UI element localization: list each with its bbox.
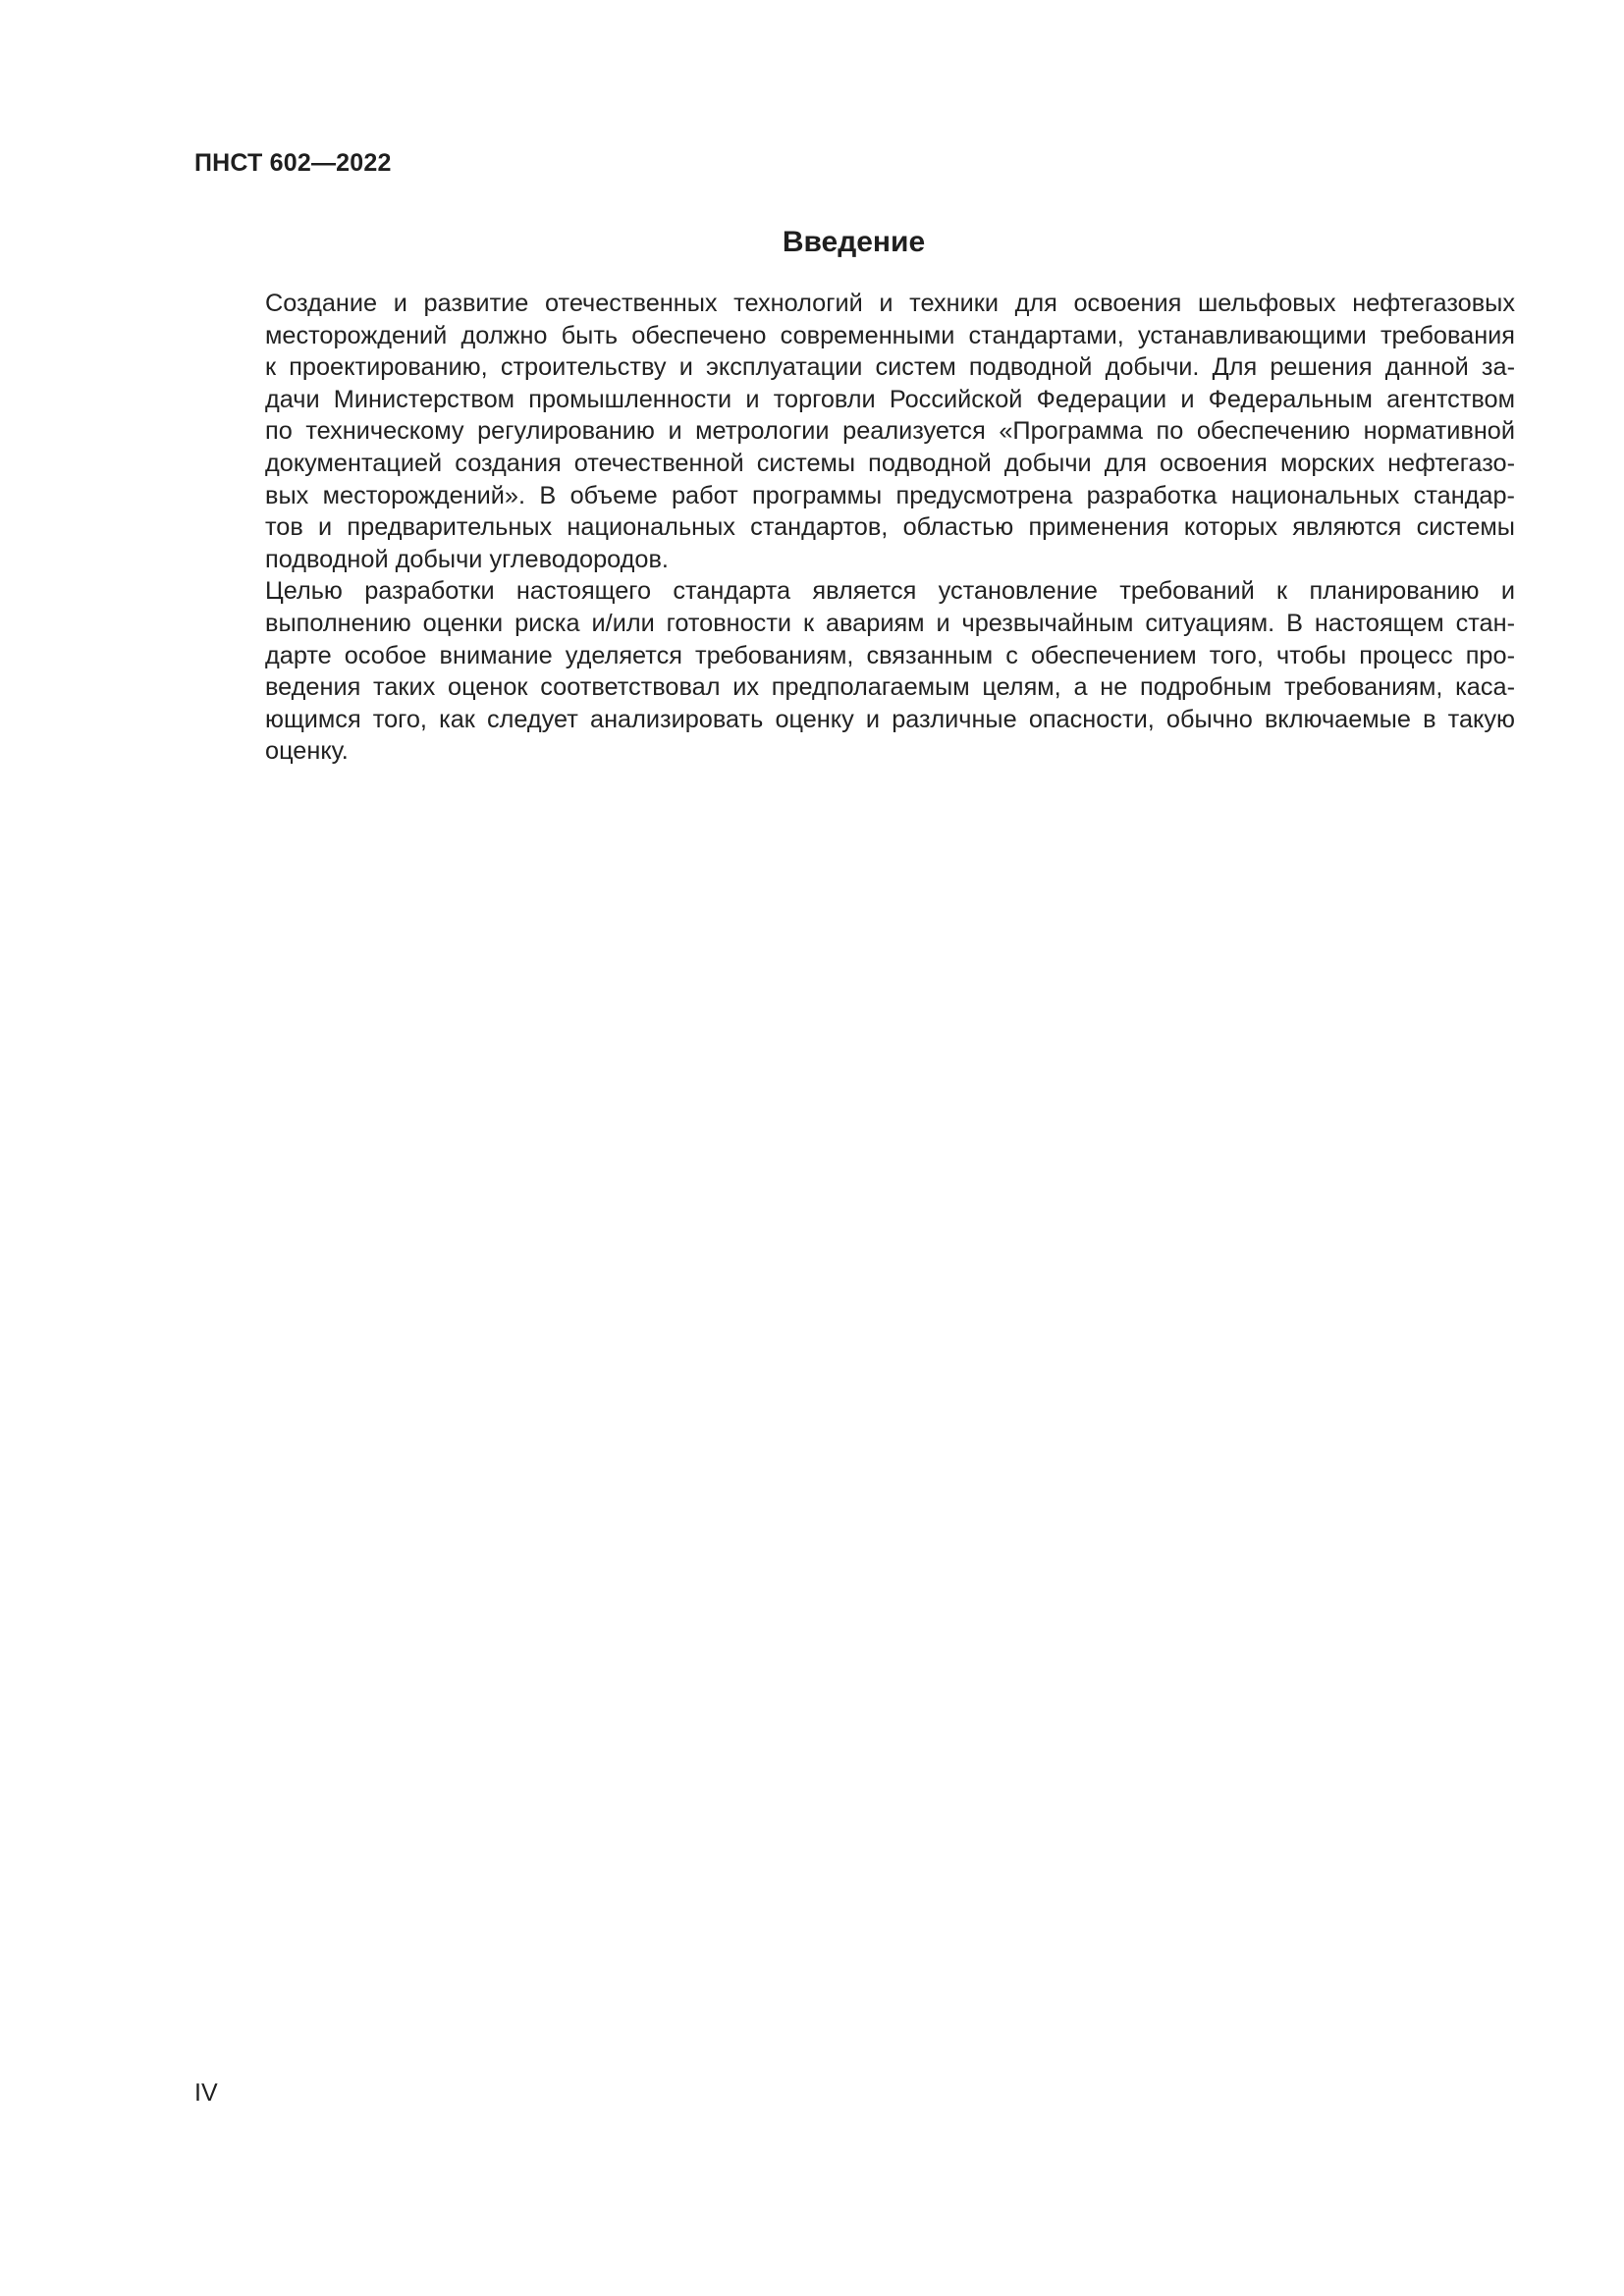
text-line: дачи Министерством промышленности и торговли Российской Федерации и Федеральным агентством xyxy=(265,385,1515,413)
page-number: IV xyxy=(194,2079,218,2107)
text-line: ведения таких оценок соответствовал их предполагаемым целям, а не подробным требованиям, каса- xyxy=(265,673,1515,702)
text-line: вых месторождений». В объеме работ программы предусмотрена разработка национальных стандар- xyxy=(265,481,1515,509)
text-line: тов и предварительных национальных стандартов, областью применения которых являются системы xyxy=(265,513,1515,542)
text-line: оценку. xyxy=(265,737,349,766)
text-line: ющимся того, как следует анализировать оценку и различные опасности, обычно включаемые в такую xyxy=(265,705,1515,733)
text-line: месторождений должно быть обеспечено современными стандартами, устанавливающими требования xyxy=(265,321,1515,349)
paragraph-1 xyxy=(194,288,1515,575)
text-line: дарте особое внимание уделяется требованиям, связанным с обеспечением того, чтобы процесс про- xyxy=(265,641,1515,669)
text-line: документацией создания отечественной системы подводной добычи для освоения морских нефтегазо- xyxy=(265,449,1515,477)
text-line: к проектированию, строительству и эксплуатации систем подводной добычи. Для решения данной за- xyxy=(265,353,1515,382)
text-line: подводной добычи углеводородов. xyxy=(265,545,669,573)
paragraph-2 xyxy=(194,575,1515,768)
body-text xyxy=(194,288,1515,768)
section-title: Введение xyxy=(782,226,926,258)
text-line: по техническому регулированию и метрологии реализуется «Программа по обеспечению нормативной xyxy=(265,417,1515,446)
text-line: выполнению оценки риска и/или готовности к авариям и чрезвычайным ситуациям. В настоящем стан- xyxy=(265,609,1515,637)
text-line: Создание и развитие отечественных технологий и техники для освоения шельфовых нефтегазовых xyxy=(265,290,1515,317)
document-code: ПНСТ 602—2022 xyxy=(194,149,392,177)
text-line: Целью разработки настоящего стандарта является установление требований к планированию и xyxy=(265,577,1515,606)
